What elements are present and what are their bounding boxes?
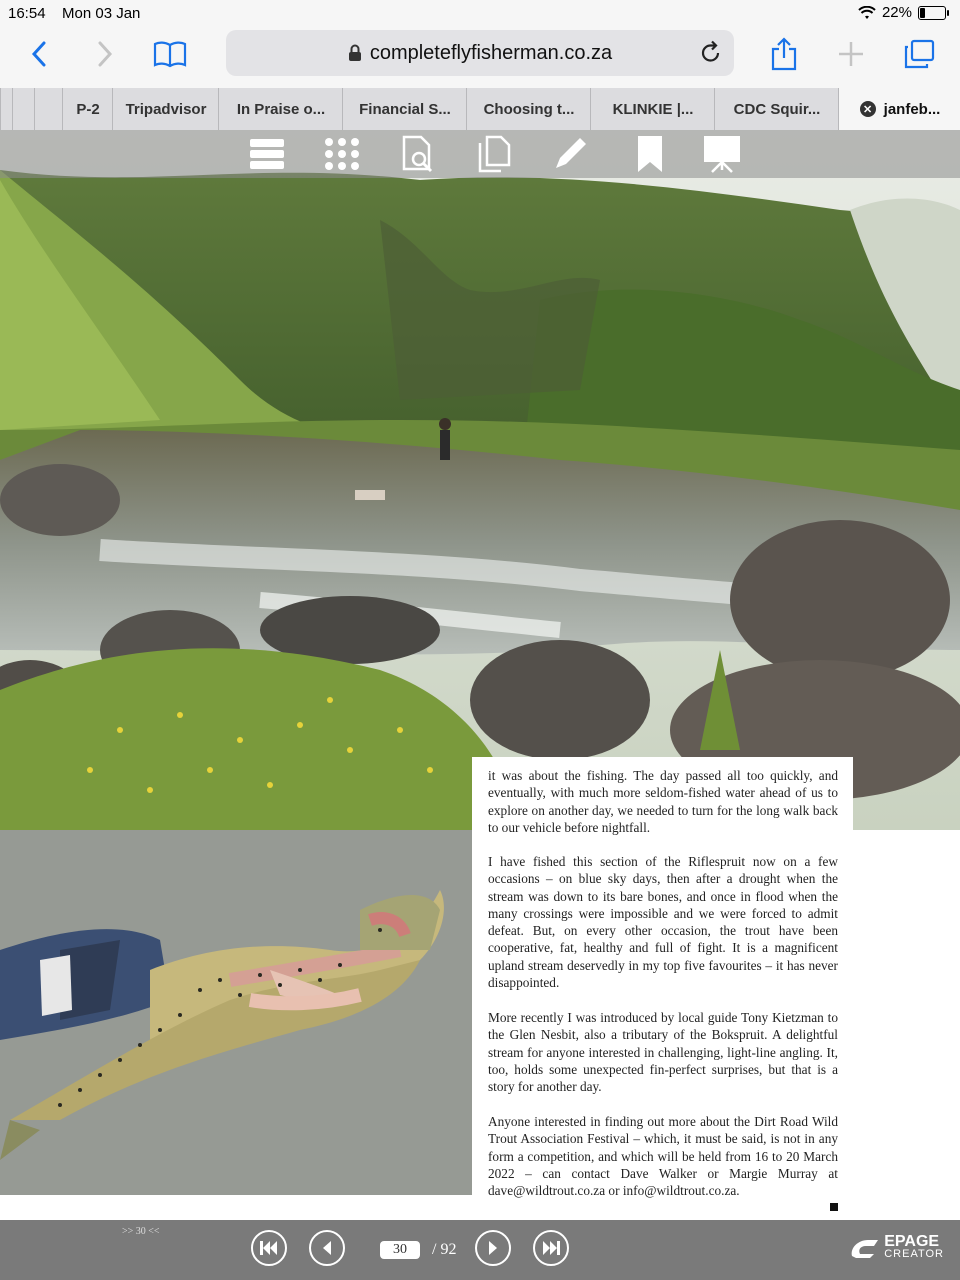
reload-icon[interactable] — [700, 40, 722, 64]
next-page-button[interactable] — [475, 1230, 511, 1266]
reader-toolbar — [0, 130, 960, 178]
tab-cdc-squirrel[interactable]: CDC Squir... — [714, 88, 839, 130]
bookmarks-icon[interactable] — [150, 28, 190, 80]
brand-name: EPAGE — [884, 1233, 940, 1250]
page-code-label: >> 30 << — [122, 1226, 160, 1237]
river-landscape-photo — [0, 130, 960, 830]
total-pages-label: / 92 — [432, 1241, 457, 1258]
tab-strip — [0, 88, 960, 131]
url-text: completeflyfisherman.co.za — [369, 41, 613, 64]
tab-klinkie[interactable]: KLINKIE |... — [590, 88, 715, 130]
end-of-article-mark — [830, 1203, 838, 1211]
epage-logo-icon — [848, 1236, 880, 1260]
share-icon[interactable] — [766, 28, 802, 80]
pages-icon[interactable] — [474, 134, 514, 174]
flipbook-reader — [0, 130, 960, 1220]
new-tab-icon[interactable] — [834, 28, 868, 80]
tab-in-praise[interactable]: In Praise o... — [218, 88, 343, 130]
tab-p2[interactable]: P-2 — [62, 88, 113, 130]
wifi-icon — [858, 6, 876, 20]
article-paragraph: More recently I was introduced by local guide Tony Kietzman to the Glen Nesbit, also a tributary of the Bokspruit. A delightful stream for anyone interested in challenging, light-line angling. It, too, holds some unexpected fin-perfect surprises, but that is a story for another day. — [488, 1010, 838, 1095]
epage-creator-logo — [848, 1233, 944, 1260]
previous-page-button[interactable] — [309, 1230, 345, 1266]
page-navigation-bar — [0, 1220, 960, 1280]
status-time: 16:54 — [8, 5, 46, 22]
first-page-icon — [260, 1241, 278, 1255]
status-bar — [0, 0, 960, 28]
tabs-icon[interactable] — [900, 28, 938, 80]
back-icon[interactable] — [22, 28, 56, 80]
article-paragraph: I have fished this section of the Riflespruit now on a few occasions – on blue sky days, then after a drought when the stream was down to its bare bones, and once in flood when the many crossings were impossible and we were forced to admit defeat. But, on every other occasion, the trout have been cooperative, fat, healthy and full of fight. It is a magnificent upland stream deservedly in my top five favourites – it has never disappointed. — [488, 854, 838, 991]
first-page-button[interactable] — [251, 1230, 287, 1266]
pen-icon[interactable] — [550, 134, 590, 174]
tab-choosing[interactable]: Choosing t... — [466, 88, 591, 130]
status-date: Mon 03 Jan — [62, 5, 141, 22]
article-paragraph: Anyone interested in finding out more about the Dirt Road Wild Trout Association Festival – which, it must be said, is not in any form a competition, and which will be held from 16 to 20 March 2022 – can contact Dave Walker or Margie Murray at dave@wildtrout.co.za or info@wildtrout.co.za. — [488, 1114, 838, 1199]
battery-percent: 22% — [881, 4, 912, 21]
search-page-icon[interactable] — [398, 134, 438, 174]
menu-icon[interactable] — [247, 134, 287, 174]
last-page-button[interactable] — [533, 1230, 569, 1266]
brand-subtitle: CREATOR — [884, 1248, 944, 1260]
battery-icon — [918, 6, 946, 20]
grid-icon[interactable] — [322, 134, 362, 174]
tab-stub[interactable] — [12, 88, 35, 130]
tab-financial[interactable]: Financial S... — [342, 88, 467, 130]
rainbow-trout-photo — [0, 830, 472, 1195]
bookmark-icon[interactable] — [630, 134, 670, 174]
article-text-column — [472, 757, 853, 1199]
next-page-icon — [488, 1241, 498, 1255]
tab-janfeb-active[interactable]: ✕ janfeb... — [838, 88, 960, 130]
page-number-input[interactable]: 30 — [380, 1241, 420, 1259]
last-page-icon — [542, 1241, 560, 1255]
presentation-icon[interactable] — [702, 134, 742, 174]
article-paragraph: it was about the fishing. The day passed all too quickly, and eventually, with much more seldom-fished water ahead of us to explore on another day, we needed to turn for the long walk back to our vehicle before nightfall. — [488, 768, 838, 835]
close-tab-icon[interactable]: ✕ — [860, 101, 876, 117]
previous-page-icon — [322, 1241, 332, 1255]
tab-tripadvisor[interactable]: Tripadvisor — [112, 88, 219, 130]
browser-toolbar — [0, 28, 960, 88]
address-bar[interactable] — [226, 30, 734, 76]
lock-icon — [348, 44, 362, 62]
tab-stub[interactable] — [34, 88, 63, 130]
forward-icon[interactable] — [88, 28, 122, 80]
